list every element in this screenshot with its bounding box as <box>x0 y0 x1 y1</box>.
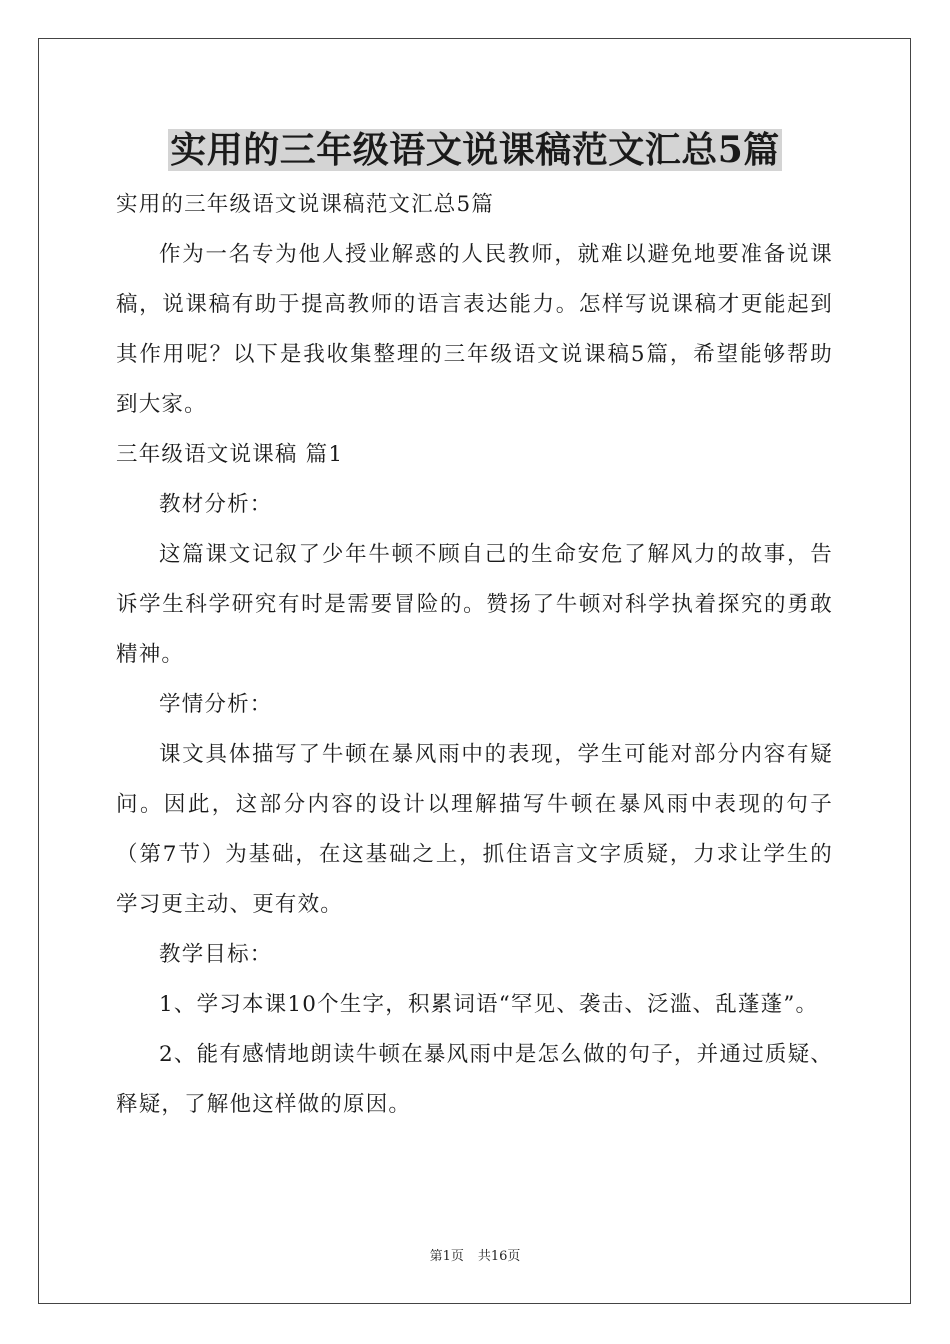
paragraph-goal-2: 2、能有感情地朗读牛顿在暴风雨中是怎么做的句子，并通过质疑、释疑，了解他这样做的原因。 <box>116 1042 833 1117</box>
document-body <box>116 180 833 1130</box>
paragraph-textbook-analysis: 这篇课文记叙了少年牛顿不顾自己的生命安危了解风力的故事，告诉学生科学研究有时是需要冒险的。赞扬了牛顿对科学执着探究的勇敢精神。 <box>116 542 833 667</box>
paragraph-textbook-analysis-heading: 教材分析： <box>159 492 273 517</box>
paragraph-subtitle: 实用的三年级语文说课稿范文汇总5篇 <box>116 192 495 217</box>
document-title <box>0 124 950 176</box>
section-heading: 三年级语文说课稿 篇1 <box>116 442 344 467</box>
page-total: 共16页 <box>477 1249 521 1264</box>
document-title-text: 实用的三年级语文说课稿范文汇总5篇 <box>170 129 780 171</box>
page-footer <box>0 1247 950 1267</box>
paragraph-intro: 作为一名专为他人授业解惑的人民教师，就难以避免地要准备说课稿，说课稿有助于提高教师的语言表达能力。怎样写说课稿才更能起到其作用呢？以下是我收集整理的三年级语文说课稿5篇，希望能够帮助到大家。 <box>116 242 833 417</box>
page-number: 第1页 <box>429 1249 464 1264</box>
paragraph-teaching-goals-heading: 教学目标： <box>159 942 273 967</box>
paragraph-goal-1: 1、学习本课10个生字，积累词语“罕见、袭击、泛滥、乱蓬蓬”。 <box>159 992 819 1017</box>
paragraph-student-analysis: 课文具体描写了牛顿在暴风雨中的表现，学生可能对部分内容有疑问。因此，这部分内容的设计以理解描写牛顿在暴风雨中表现的句子（第7节）为基础，在这基础之上，抓住语言文字质疑，力求让学生的学习更主动、更有效。 <box>116 742 833 917</box>
paragraph-student-analysis-heading: 学情分析： <box>159 692 273 717</box>
